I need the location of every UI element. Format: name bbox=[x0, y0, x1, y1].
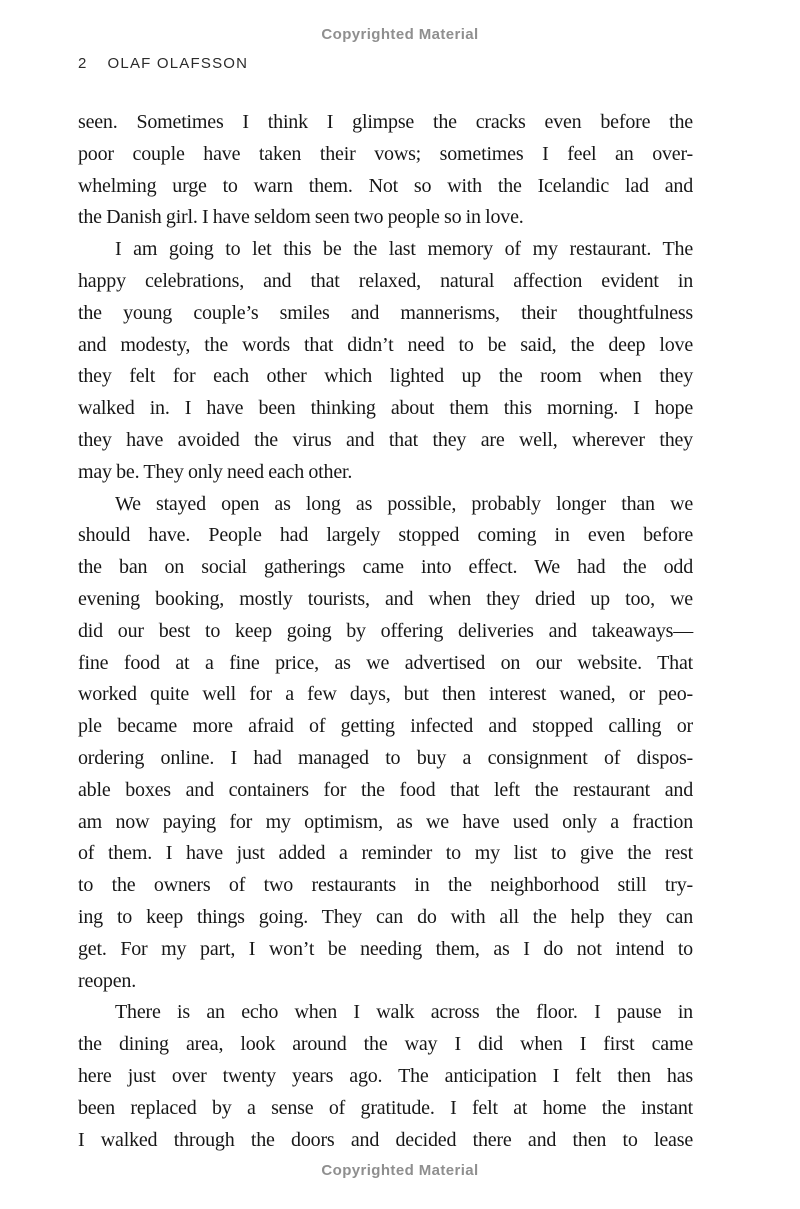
body-text bbox=[78, 107, 693, 1156]
text-line: fine food at a fine price, as we advertised on our website. That bbox=[78, 651, 693, 674]
text-line: ordering online. I had managed to buy a consignment of dispos- bbox=[78, 746, 693, 769]
text-line: they felt for each other which lighted up the room when they bbox=[78, 365, 693, 388]
page-number: 2 bbox=[78, 55, 88, 72]
text-line: evening booking, mostly tourists, and when they dried up too, we bbox=[78, 587, 693, 610]
text-line: the dining area, look around the way I did when I first came bbox=[78, 1033, 693, 1056]
text-line: We stayed open as long as possible, probably longer than we bbox=[115, 492, 693, 515]
text-line: happy celebrations, and that relaxed, natural affection evident in bbox=[78, 269, 693, 292]
text-line: whelming urge to warn them. Not so with the Icelandic lad and bbox=[78, 174, 693, 197]
text-line: ple became more afraid of getting infected and stopped calling or bbox=[78, 715, 693, 738]
running-header bbox=[78, 55, 248, 72]
copyright-header-text: Copyrighted Material bbox=[321, 26, 479, 43]
text-line: I walked through the doors and decided there and then to lease bbox=[78, 1128, 693, 1151]
text-line: the ban on social gatherings came into effect. We had the odd bbox=[78, 556, 693, 579]
text-line: did our best to keep going by offering deliveries and takeaways— bbox=[78, 619, 693, 642]
text-line: I am going to let this be the last memory of my restaurant. The bbox=[115, 238, 693, 261]
copyright-footer-text: Copyrighted Material bbox=[321, 1162, 479, 1179]
text-line: walked in. I have been thinking about them this morning. I hope bbox=[78, 397, 693, 420]
text-line: may be. They only need each other. bbox=[78, 460, 353, 483]
text-line: here just over twenty years ago. The anticipation I felt then has bbox=[78, 1064, 693, 1087]
text-line: to the owners of two restaurants in the neighborhood still try- bbox=[78, 874, 693, 897]
text-line: poor couple have taken their vows; sometimes I feel an over- bbox=[78, 142, 693, 165]
text-line: the young couple’s smiles and mannerisms, their thoughtfulness bbox=[78, 301, 693, 324]
text-line: am now paying for my optimism, as we have used only a fraction bbox=[78, 810, 693, 833]
text-line: of them. I have just added a reminder to my list to give the rest bbox=[78, 842, 693, 865]
text-line: worked quite well for a few days, but then interest waned, or peo- bbox=[78, 683, 693, 706]
author-name: OLAF OLAFSSON bbox=[107, 55, 249, 72]
text-line: should have. People had largely stopped coming in even before bbox=[78, 524, 693, 547]
text-line: the Danish girl. I have seldom seen two people so in love. bbox=[78, 206, 524, 229]
text-line: get. For my part, I won’t be needing them, as I do not intend to bbox=[78, 937, 693, 960]
text-line: and modesty, the words that didn’t need to be said, the deep love bbox=[78, 333, 693, 356]
text-line: ing to keep things going. They can do with all the help they can bbox=[78, 905, 693, 928]
text-line: able boxes and containers for the food that left the restaurant and bbox=[78, 778, 693, 801]
text-line: reopen. bbox=[78, 969, 137, 992]
text-line: seen. Sometimes I think I glimpse the cracks even before the bbox=[78, 111, 693, 133]
text-line: There is an echo when I walk across the floor. I pause in bbox=[115, 1001, 693, 1024]
text-line: been replaced by a sense of gratitude. I felt at home the instant bbox=[78, 1096, 693, 1119]
text-line: they have avoided the virus and that they are well, wherever they bbox=[78, 428, 693, 451]
